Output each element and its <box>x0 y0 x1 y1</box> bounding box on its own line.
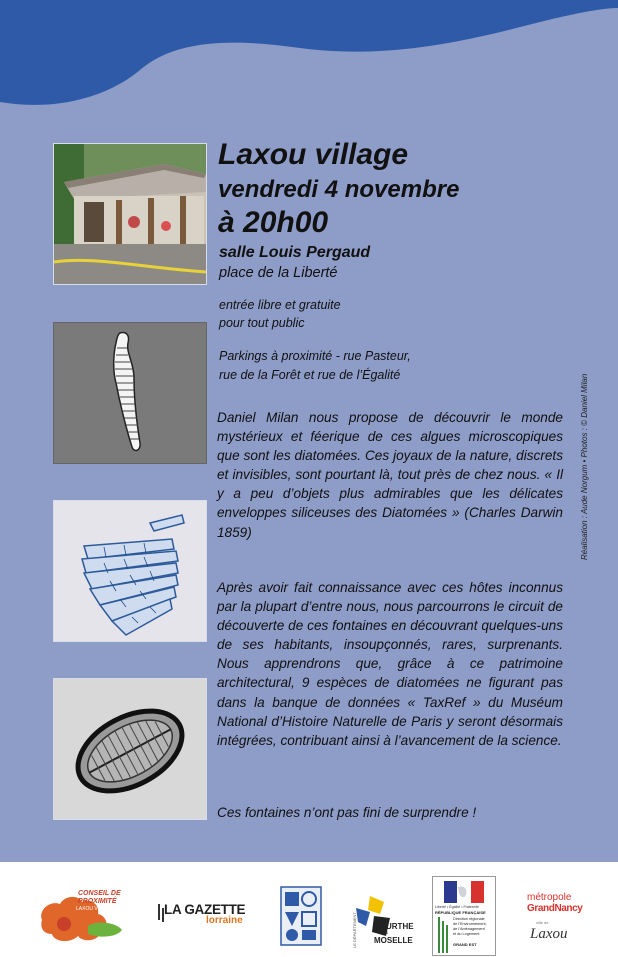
closing-line: Ces fontaines n’ont pas fini de surprendre ! <box>217 805 477 820</box>
grand-nancy-logo <box>522 892 582 920</box>
dreal-region: GRAND EST <box>453 942 477 947</box>
meurthe-moselle-logo <box>352 896 414 948</box>
conseil-text-3: LAXOU VILLAGE <box>76 906 116 912</box>
diatom-photo-elongated <box>53 322 207 464</box>
parking-info-line1: Parkings à proximité - rue Pasteur, <box>219 349 411 363</box>
cpie-logo <box>280 886 322 946</box>
partner-logos-footer <box>0 862 618 957</box>
laxou-logo <box>526 920 582 950</box>
diatom-photo-oval <box>53 678 207 820</box>
moselle-text-1: MEURTHE <box>374 922 414 931</box>
parking-info-line2: rue de la Forêt et rue de l’Égalité <box>219 368 401 382</box>
metropole-text: métropole <box>527 892 572 903</box>
event-location-title: Laxou village <box>218 138 409 171</box>
gazette-title: LA GAZETTE <box>164 902 246 917</box>
grand-nancy-text: GrandNancy <box>527 903 583 914</box>
moselle-text-3: MOSELLE <box>374 936 413 945</box>
event-time: à 20h00 <box>218 206 329 239</box>
dreal-line-3: de l’Aménagement <box>453 927 485 931</box>
dreal-line-4: et du Logement <box>453 932 480 936</box>
diatom-photo-fan <box>53 500 207 642</box>
dreal-logo <box>432 876 496 956</box>
conseil-text-2: PROXIMITÉ <box>78 898 117 905</box>
event-date: vendredi 4 novembre <box>218 176 460 203</box>
entry-info-line1: entrée libre et gratuite <box>219 298 341 312</box>
rf-title: RÉPUBLIQUE FRANÇAISE <box>435 910 486 915</box>
top-wave-decoration <box>0 0 618 110</box>
conseil-proximite-logo <box>38 890 126 944</box>
lavoir-photo <box>53 143 207 285</box>
description-paragraph-1: Daniel Milan nous propose de découvrir le monde mystérieux et féerique de ces algues microscopiques que sont les diatomées. Ces joyaux de la nature, discrets et invisibles, sont pourtant là, tout près de chez nous. « Il y a peu d’objets plus admirables que les délicates enveloppes siliceuses des Diatomées » (Charles Darwin 1859) <box>217 410 563 540</box>
laxou-text: Laxou <box>530 926 568 942</box>
event-address: place de la Liberté <box>219 265 338 281</box>
gazette-subtitle: lorraine <box>206 915 243 926</box>
rf-motto: Liberté • Égalité • Fraternité <box>435 905 479 909</box>
entry-info-line2: pour tout public <box>219 316 305 330</box>
moselle-text-2: & <box>384 930 389 936</box>
event-venue: salle Louis Pergaud <box>219 244 371 261</box>
description-paragraph-2: Après avoir fait connaissance avec ces hôtes inconnus par la plupart d’entre nous, nous parcourrons le circuit de découverte de ces fontaines en découvrant quelques-uns de ses habitants, insoupçonnés, rares, surprenants. Nous apprendrons que, grâce à ce patrimoine architectural, 9 espèces de diatomées ne figurant pas dans la banque de données « TaxRef » du Muséum National d’Histoire Naturelle de Paris y seront désormais intégrées, contribuant ainsi à l’avancement de la science. <box>217 580 563 748</box>
photo-credit: Réalisation : Aude Norgum • Photos : © Daniel Milan <box>580 373 589 560</box>
moselle-vertical-text: LE DÉPARTEMENT <box>352 912 357 948</box>
dreal-line-1: Direction régionale <box>453 917 485 921</box>
laxou-small-text: ville de <box>536 920 549 925</box>
gazette-lorraine-logo <box>156 902 248 932</box>
conseil-text-1: CONSEIL DE <box>78 890 121 897</box>
dreal-line-2: de l’Environnement, <box>453 922 487 926</box>
